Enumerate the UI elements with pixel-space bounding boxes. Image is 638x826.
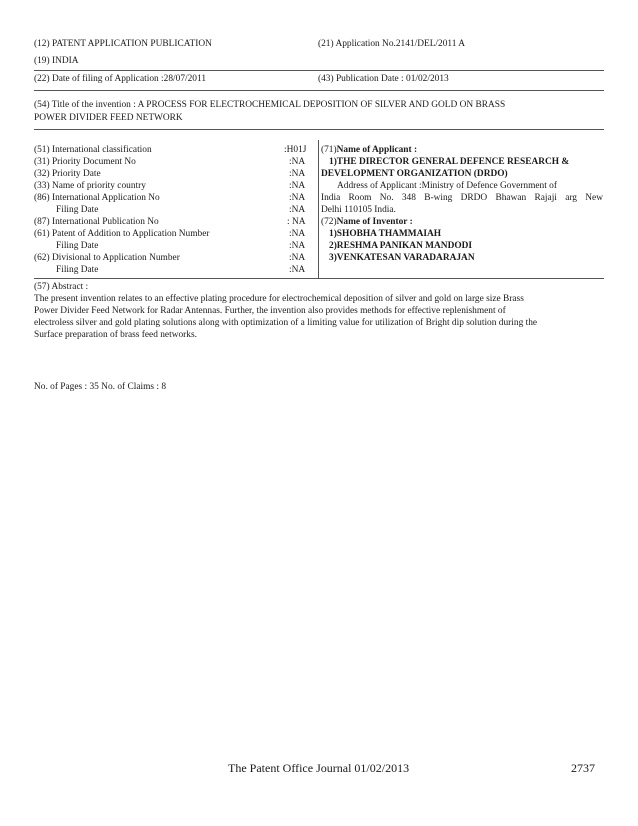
field-label: (51) International classification [34, 145, 152, 155]
applicant-name-line-1: 1)THE DIRECTOR GENERAL DEFENCE RESEARCH & [329, 157, 570, 167]
column-separator [318, 140, 319, 278]
divider [34, 129, 604, 130]
abstract-line: Surface preparation of brass feed networks. [34, 330, 197, 340]
filing-date: (22) Date of filing of Application :28/07/2011 [34, 74, 207, 84]
applicant-address-line-2: India Room No. 348 B-wing DRDO Bhawan Rajaji arg New [321, 193, 603, 203]
field-label: (62) Divisional to Application Number [34, 253, 180, 263]
abstract-line: The present invention relates to an effective plating procedure for electrochemical deposition of silver and gold on large size Brass [34, 294, 524, 304]
abstract-line: electroless silver and gold plating solutions along with optimization of a limiting value for utilization of Bright dip solution during the [34, 318, 538, 328]
inventor-heading [321, 217, 413, 229]
country: (19) INDIA [34, 56, 79, 66]
field-value: :NA [289, 265, 306, 275]
field-value: : NA [287, 217, 306, 227]
inventor-name: 1)SHOBHA THAMMAIAH [329, 229, 442, 239]
invention-title-line-1: (54) Title of the invention : A PROCESS FOR ELECTROCHEMICAL DEPOSITION OF SILVER AND GOLD ON BRASS [34, 100, 506, 110]
applicant-heading [321, 145, 417, 157]
divider [34, 70, 604, 71]
field-label: Filing Date [56, 205, 99, 215]
field-value: :NA [289, 205, 306, 215]
inventor-name: 2)RESHMA PANIKAN MANDODI [329, 241, 473, 251]
field-label: (61) Patent of Addition to Application Number [34, 229, 210, 239]
field-label: (31) Priority Document No [34, 157, 136, 167]
field-label: Filing Date [56, 241, 99, 251]
field-value: :NA [289, 253, 306, 263]
divider [34, 278, 604, 279]
field-value: :NA [289, 181, 306, 191]
abstract-heading: (57) Abstract : [34, 282, 89, 292]
publication-date: (43) Publication Date : 01/02/2013 [318, 74, 449, 84]
applicant-name-line-2: DEVELOPMENT ORGANIZATION (DRDO) [321, 169, 508, 179]
publication-type: (12) PATENT APPLICATION PUBLICATION [34, 39, 212, 49]
applicant-address-line-1: Address of Applicant :Ministry of Defence Government of [337, 181, 557, 191]
field-value: :H01J [284, 145, 307, 155]
field-value: :NA [289, 169, 306, 179]
page-number: 2737 [571, 761, 595, 775]
field-label: (32) Priority Date [34, 169, 101, 179]
field-label: (86) International Application No [34, 193, 160, 203]
inventor-code: (72) [321, 217, 337, 227]
inventor-name: 3)VENKATESAN VARADARAJAN [329, 253, 475, 263]
field-value: :NA [289, 241, 306, 251]
inventor-heading-text: Name of Inventor : [336, 217, 413, 227]
field-label: Filing Date [56, 265, 99, 275]
field-label: (87) International Publication No [34, 217, 159, 227]
applicant-heading-text: Name of Applicant : [336, 145, 418, 155]
field-value: :NA [289, 193, 306, 203]
application-number: (21) Application No.2141/DEL/2011 A [318, 39, 466, 49]
journal-footer: The Patent Office Journal 01/02/2013 [228, 761, 410, 775]
field-value: :NA [289, 229, 306, 239]
pages-claims-count: No. of Pages : 35 No. of Claims : 8 [34, 382, 167, 392]
field-value: :NA [289, 157, 306, 167]
field-label: (33) Name of priority country [34, 181, 146, 191]
invention-title-line-2: POWER DIVIDER FEED NETWORK [34, 113, 183, 123]
divider [34, 90, 604, 91]
applicant-code: (71) [321, 145, 337, 155]
applicant-address-line-3: Delhi 110105 India. [321, 205, 396, 215]
abstract-line: Power Divider Feed Network for Radar Antennas. Further, the invention also provides methods for effective replenishment of [34, 306, 506, 316]
